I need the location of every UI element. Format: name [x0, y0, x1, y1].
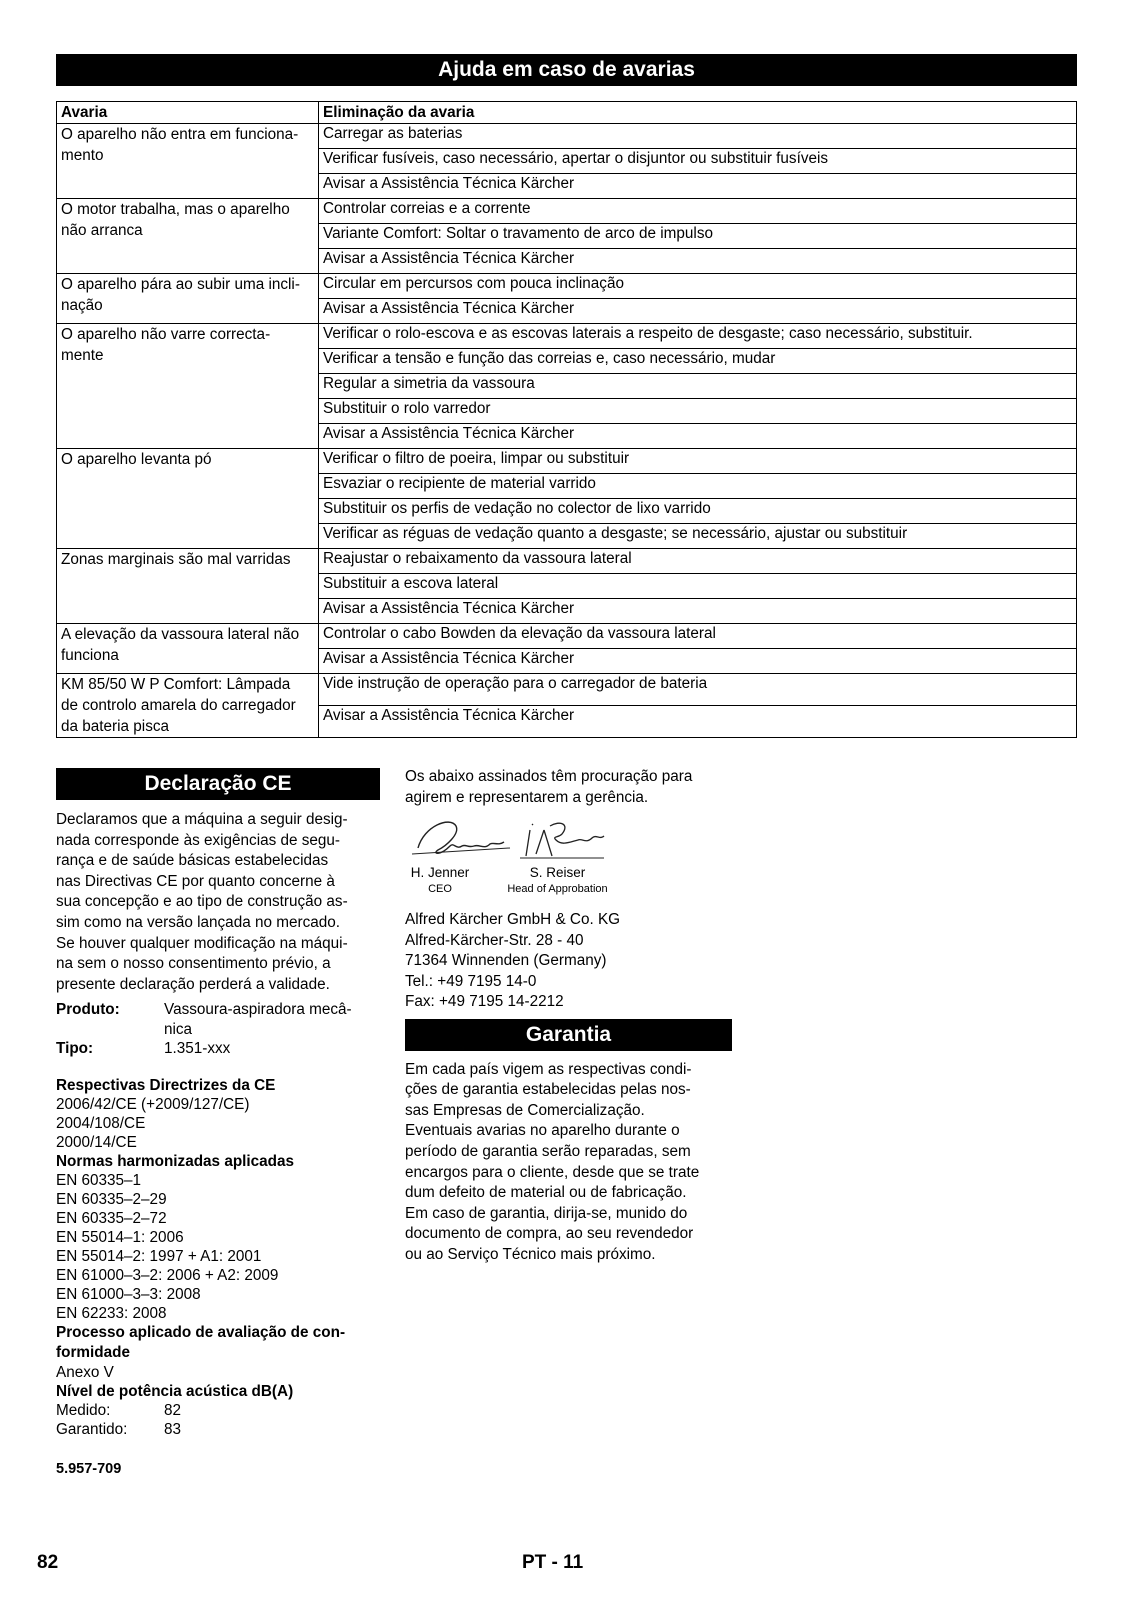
fault-cause-cell: O aparelho não entra em funciona- mento [57, 124, 319, 199]
remedy-cell: Avisar a Assistência Técnica Kärcher [319, 249, 1077, 274]
address-line: 71364 Winnenden (Germany) [405, 952, 607, 970]
language-page-label: PT - 11 [522, 1552, 584, 1573]
remedy-cell: Circular em percursos com pouca inclinação [319, 274, 1077, 299]
address-line: Alfred-Kärcher-Str. 28 - 40 [405, 931, 584, 949]
remedy-cell: Controlar correias e a corrente [319, 199, 1077, 224]
norm-item: EN 61000–3–3: 2008 [56, 1285, 201, 1303]
type-value: 1.351-xxx [164, 1040, 231, 1058]
signature-warranty-column [405, 767, 732, 1266]
declaration-column [56, 768, 380, 1477]
norm-item: EN 55014–1: 2006 [56, 1228, 184, 1246]
declaration-intro: Declaramos que a máquina a seguir desig- nada corresponde às exigências de segu- rança e de saúde básicas estabelecidas nas Directivas CE por quanto concerne à sua concepção e ao tipo de construção as- sim como na versão lançada no mercado. Se houver qualquer modificação na máqui- na sem o nosso consentimento prévio, a presente declaração perderá a validade. [56, 811, 348, 993]
type-row [56, 1039, 380, 1059]
measured-row [56, 1401, 380, 1421]
remedy-cell: Controlar o cabo Bowden da elevação da vassoura lateral [319, 624, 1077, 649]
remedy-cell: Verificar o rolo-escova e as escovas laterais a respeito de desgaste; caso necessário, substituir. [319, 324, 1077, 349]
fault-cause-cell: O aparelho não varre correcta- mente [57, 324, 319, 449]
guaranteed-label: Garantido: [56, 1421, 128, 1439]
remedy-cell: Substituir a escova lateral [319, 574, 1077, 599]
remedy-cell: Verificar a tensão e função das correias e, caso necessário, mudar [319, 349, 1077, 374]
signatory-2-role: Head of Approbation [507, 883, 608, 896]
header-fault: Avaria [57, 102, 319, 124]
directives-list [56, 1095, 380, 1152]
remedy-cell: Avisar a Assistência Técnica Kärcher [319, 174, 1077, 199]
measured-label: Medido: [56, 1401, 111, 1419]
remedy-cell: Avisar a Assistência Técnica Kärcher [319, 649, 1077, 674]
remedy-cell: Substituir os perfis de vedação no colector de lixo varrido [319, 499, 1077, 524]
signatories-intro: Os abaixo assinados têm procuração para agirem e representarem a gerência. [405, 768, 693, 806]
product-label: Produto: [56, 1001, 120, 1019]
document-number: 5.957-709 [56, 1460, 122, 1477]
norms-list [56, 1171, 380, 1323]
table-row [57, 324, 1077, 349]
fault-cause-cell: A elevação da vassoura lateral não funciona [57, 624, 319, 674]
process-title: Processo aplicado de avaliação de con- formidade [56, 1323, 346, 1361]
norm-item: EN 60335–1 [56, 1171, 142, 1189]
section-title-troubleshooting: Ajuda em caso de avarias [56, 54, 1077, 86]
directive-item: 2004/108/CE [56, 1114, 146, 1132]
address-line: Fax: +49 7195 14-2212 [405, 993, 564, 1011]
directives-title: Respectivas Directrizes da CE [56, 1076, 276, 1094]
signatory-2-name: S. Reiser [529, 865, 586, 881]
section-title-warranty: Garantia [405, 1019, 732, 1051]
fault-cause-cell: O aparelho pára ao subir uma incli- nação [57, 274, 319, 324]
remedy-cell: Esvaziar o recipiente de material varrido [319, 474, 1077, 499]
fault-cause-cell: O aparelho levanta pó [57, 449, 319, 549]
table-row [57, 624, 1077, 649]
directive-item: 2006/42/CE (+2009/127/CE) [56, 1095, 250, 1113]
norms-title: Normas harmonizadas aplicadas [56, 1152, 295, 1170]
troubleshooting-table [56, 101, 1077, 738]
norm-item: EN 61000–3–2: 2006 + A2: 2009 [56, 1266, 279, 1284]
table-row [57, 199, 1077, 224]
section-title-declaration: Declaração CE [56, 768, 380, 800]
page-number: 82 [37, 1552, 59, 1573]
fault-cause-cell: O motor trabalha, mas o aparelho não arranca [57, 199, 319, 274]
remedy-cell: Regular a simetria da vassoura [319, 374, 1077, 399]
table-row [57, 449, 1077, 474]
address-line: Tel.: +49 7195 14-0 [405, 972, 537, 990]
table-row [57, 549, 1077, 574]
remedy-cell: Verificar fusíveis, caso necessário, apertar o disjuntor ou substituir fusíveis [319, 149, 1077, 174]
signatory-1-name: H. Jenner [410, 865, 470, 881]
remedy-cell: Verificar as réguas de vedação quanto a desgaste; se necessário, ajustar ou substituir [319, 524, 1077, 549]
remedy-cell: Avisar a Assistência Técnica Kärcher [319, 299, 1077, 324]
table-row [57, 274, 1077, 299]
remedy-cell: Avisar a Assistência Técnica Kärcher [319, 424, 1077, 449]
norm-item: EN 60335–2–29 [56, 1190, 167, 1208]
sound-title: Nível de potência acústica dB(A) [56, 1382, 294, 1400]
directive-item: 2000/14/CE [56, 1133, 137, 1151]
header-remedy: Eliminação da avaria [319, 102, 1077, 124]
guaranteed-value: 83 [164, 1421, 182, 1439]
remedy-cell: Avisar a Assistência Técnica Kärcher [319, 599, 1077, 624]
product-row [56, 1000, 380, 1039]
type-label: Tipo: [56, 1040, 94, 1058]
remedy-cell: Substituir o rolo varredor [319, 399, 1077, 424]
troubleshooting-table-body [57, 124, 1077, 738]
remedy-cell: Variante Comfort: Soltar o travamento de arco de impulso [319, 224, 1077, 249]
remedy-cell: Avisar a Assistência Técnica Kärcher [319, 706, 1077, 738]
fault-cause-cell: KM 85/50 W P Comfort: Lâmpada de controlo amarela do carregador da bateria pisca [57, 674, 319, 738]
measured-value: 82 [164, 1401, 182, 1419]
remedy-cell: Vide instrução de operação para o carregador de bateria [319, 674, 1077, 706]
product-value: Vassoura-aspiradora mecâ- nica [164, 1001, 352, 1038]
process-value: Anexo V [56, 1363, 114, 1381]
fault-cause-cell: Zonas marginais são mal varridas [57, 549, 319, 624]
company-address [405, 910, 732, 1013]
remedy-cell: Carregar as baterias [319, 124, 1077, 149]
guaranteed-row [56, 1420, 380, 1440]
warranty-text: Em cada país vigem as respectivas condi- ções de garantia estabelecidas pelas nos- sas Empresas de Comercialização. Eventuais avarias no aparelho durante o período de garantia serão reparadas, sem encargos para o cliente, desde que se trate dum defeito de material ou de fabricação. Em caso de garantia, dirija-se, munido do documento de compra, ao seu revendedor ou ao Serviço Técnico mais próximo. [405, 1060, 700, 1264]
signatory-1-role: CEO [428, 883, 452, 896]
table-row [57, 674, 1077, 706]
address-line: Alfred Kärcher GmbH & Co. KG [405, 911, 621, 929]
norm-item: EN 55014–2: 1997 + A1: 2001 [56, 1247, 262, 1265]
norm-item: EN 60335–2–72 [56, 1209, 167, 1227]
remedy-cell: Verificar o filtro de poeira, limpar ou substituir [319, 449, 1077, 474]
table-row [57, 124, 1077, 149]
signature-block [405, 816, 732, 902]
norm-item: EN 62233: 2008 [56, 1304, 167, 1322]
remedy-cell: Reajustar o rebaixamento da vassoura lateral [319, 549, 1077, 574]
